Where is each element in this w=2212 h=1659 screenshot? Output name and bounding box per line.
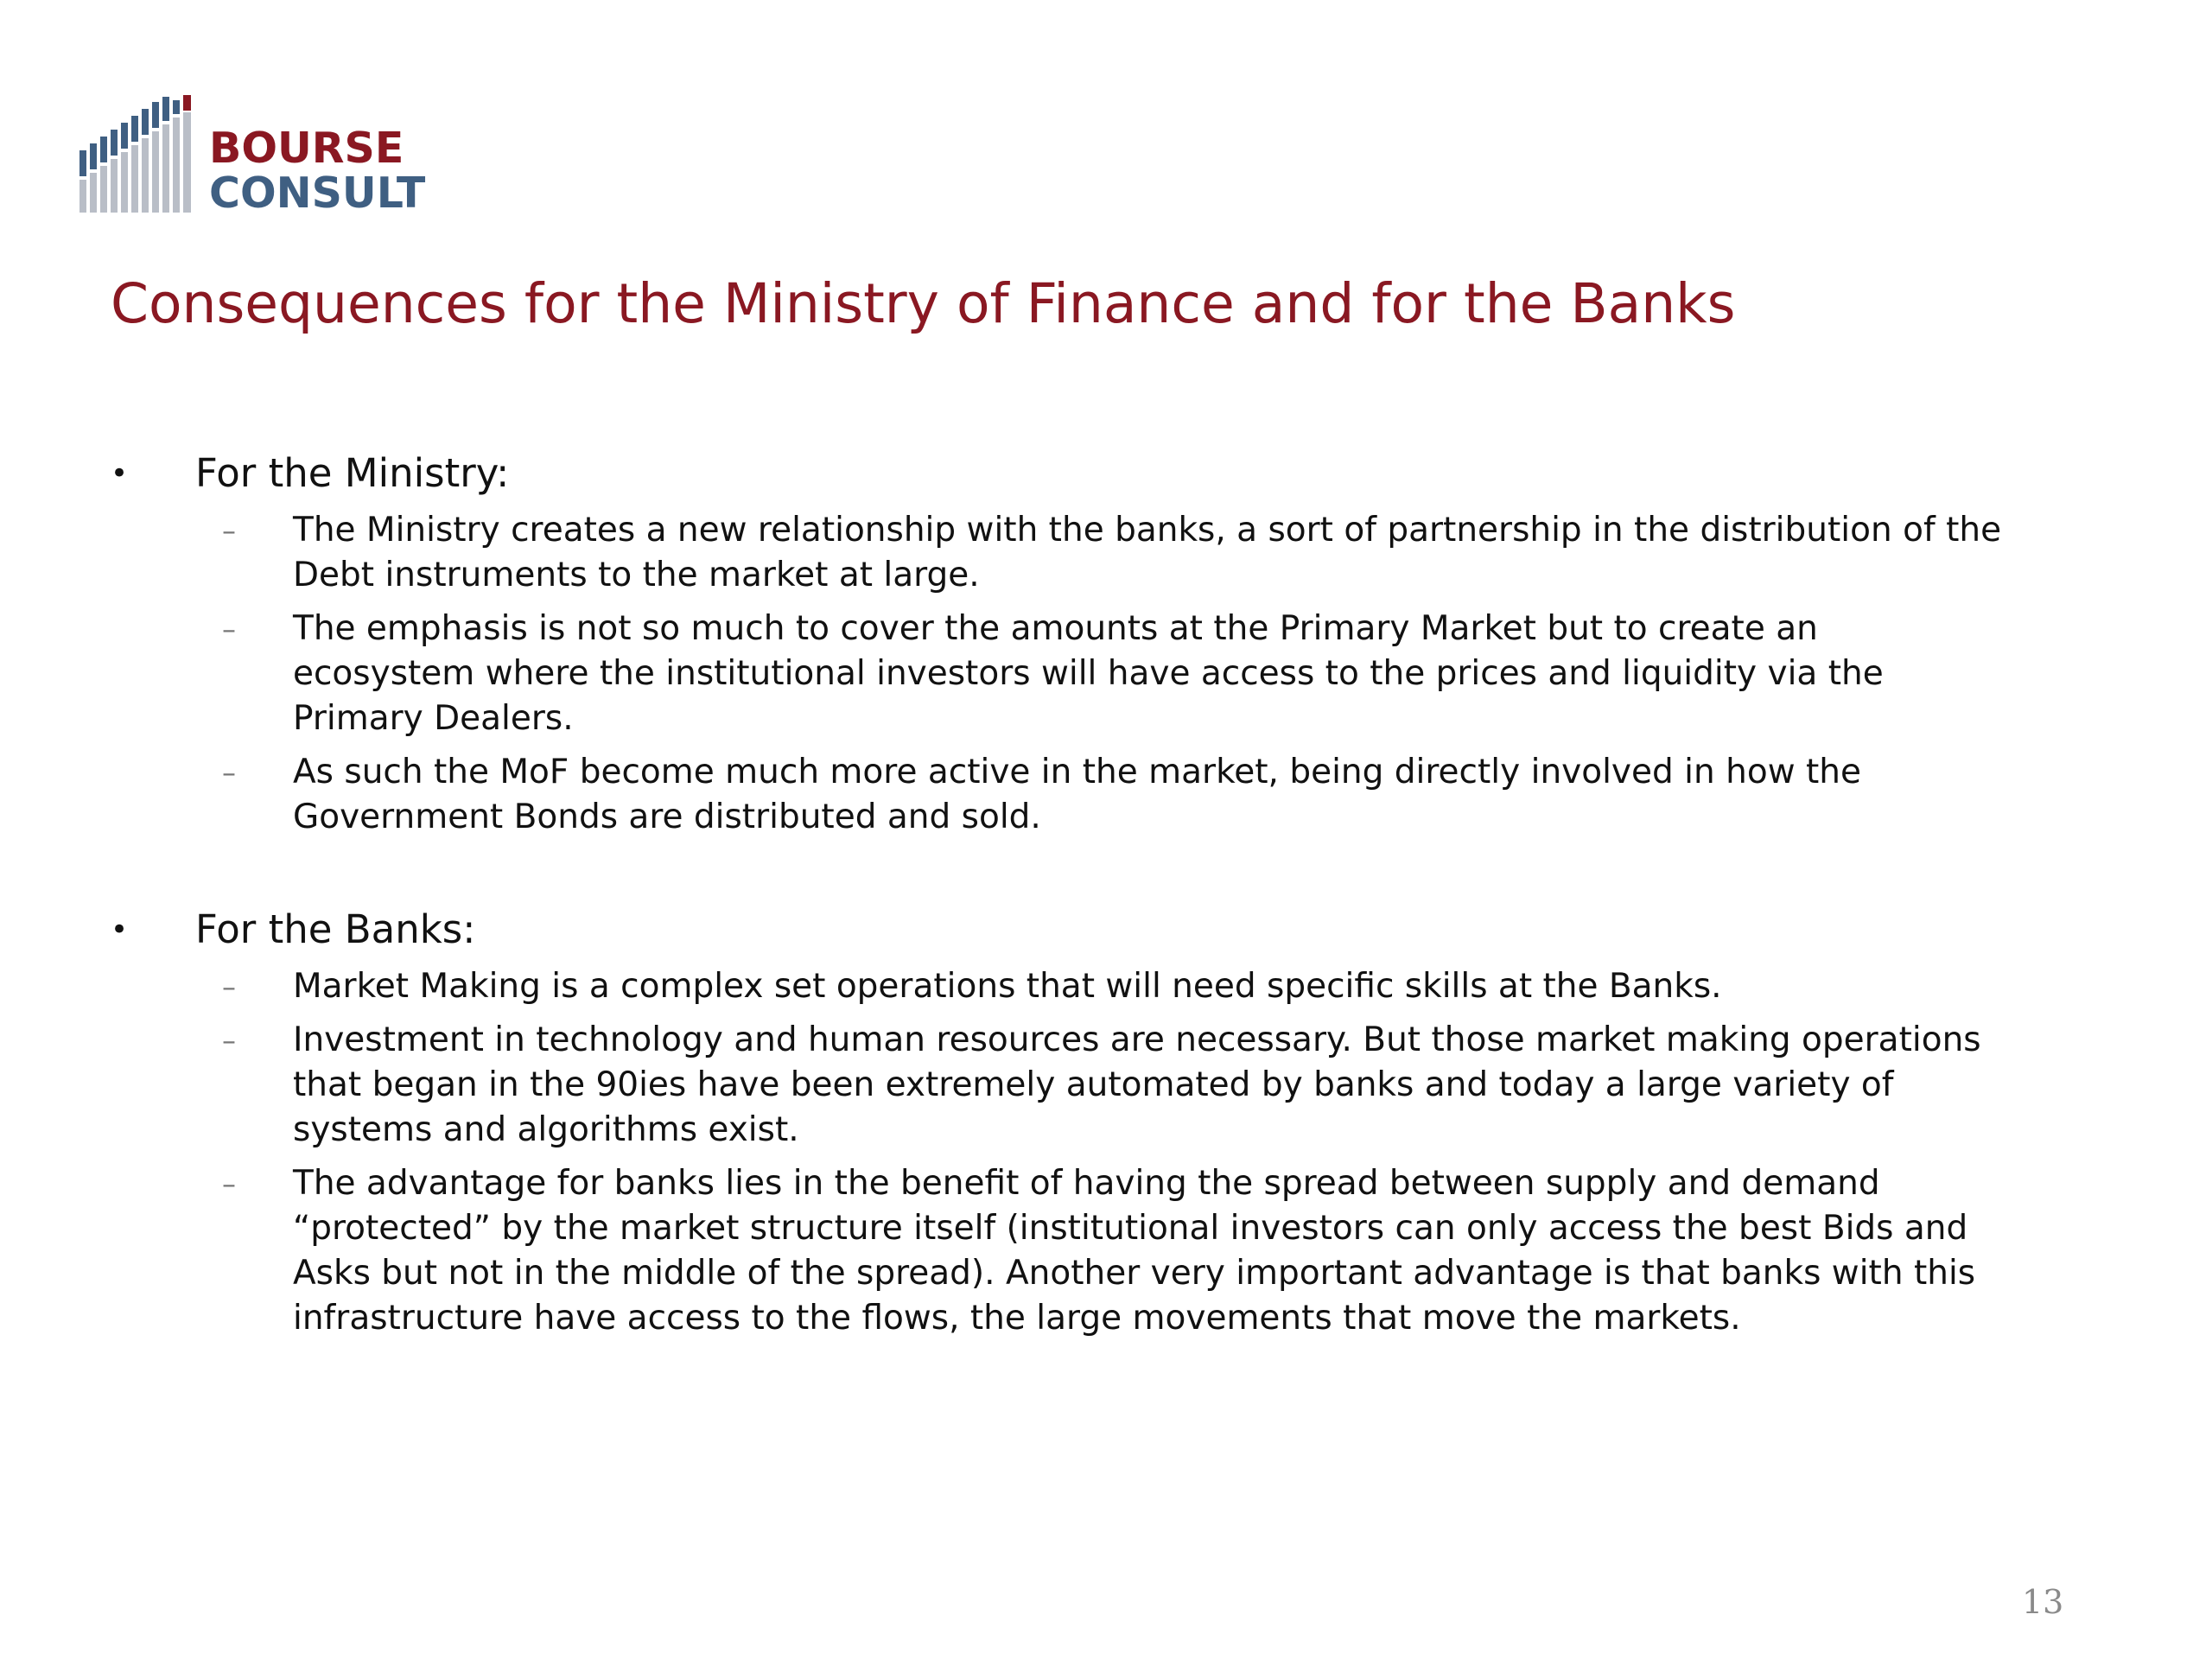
page-number: 13: [2022, 1583, 2064, 1621]
list-item-text: Market Making is a complex set operations that will need specific skills at the Banks.: [293, 967, 1722, 1006]
logo-word-consult: CONSULT: [209, 168, 426, 218]
banks-points-list: [111, 964, 1981, 1341]
list-item: [111, 508, 2012, 598]
dash-icon: –: [222, 756, 236, 789]
bullet-icon: •: [111, 912, 129, 947]
section-ministry: [111, 448, 2002, 840]
ministry-points-list: [111, 508, 2002, 840]
list-item-text: The Ministry creates a new relationship with the banks, a sort of partnership in the distribution of the Debt instruments to the market at large.: [293, 511, 2002, 594]
bar-chart-logo-icon: [78, 95, 194, 213]
list-item: [111, 607, 2012, 741]
dash-icon: –: [222, 514, 236, 547]
section-heading: [111, 904, 1925, 956]
list-item: [111, 1161, 2012, 1341]
bullet-icon: •: [111, 456, 129, 491]
list-item: [111, 1018, 2012, 1153]
section-banks: [111, 904, 1981, 1341]
dash-icon: –: [222, 1167, 236, 1200]
dash-icon: –: [222, 1024, 236, 1057]
logo-wordmark: [209, 126, 425, 216]
slide-title: Consequences for the Ministry of Finance and for the Banks: [111, 272, 1736, 335]
list-item-text: Investment in technology and human resources are necessary. But those market making operations that began in the 90ies have been extremely automated by banks and today a large variety of systems and algorithms exist.: [293, 1020, 1981, 1149]
list-item-text: The emphasis is not so much to cover the amounts at the Primary Market but to create an ecosystem where the institutional investors will have access to the prices and liquidity via the Primary Dealers.: [293, 609, 1884, 738]
dash-icon: –: [222, 970, 236, 1003]
list-item: [111, 750, 2012, 840]
bourse-consult-logo: [78, 95, 426, 218]
logo-word-bourse: BOURSE: [209, 124, 404, 173]
list-item: [111, 964, 2012, 1009]
list-item-text: As such the MoF become much more active in the market, being directly involved in how the Government Bonds are distributed and sold.: [293, 753, 1861, 836]
section-heading: [111, 448, 1925, 499]
dash-icon: –: [222, 613, 236, 645]
section-label-banks: For the Banks:: [195, 906, 476, 952]
section-label-ministry: For the Ministry:: [195, 450, 510, 496]
list-item-text: The advantage for banks lies in the benefit of having the spread between supply and demand “protected” by the market structure itself (institutional investors can only access the best Bids and Asks but not in the middle of the spread). Another very important advantage is that banks with this infrastructure have access to the flows, the large movements that move the markets.: [293, 1164, 1976, 1338]
